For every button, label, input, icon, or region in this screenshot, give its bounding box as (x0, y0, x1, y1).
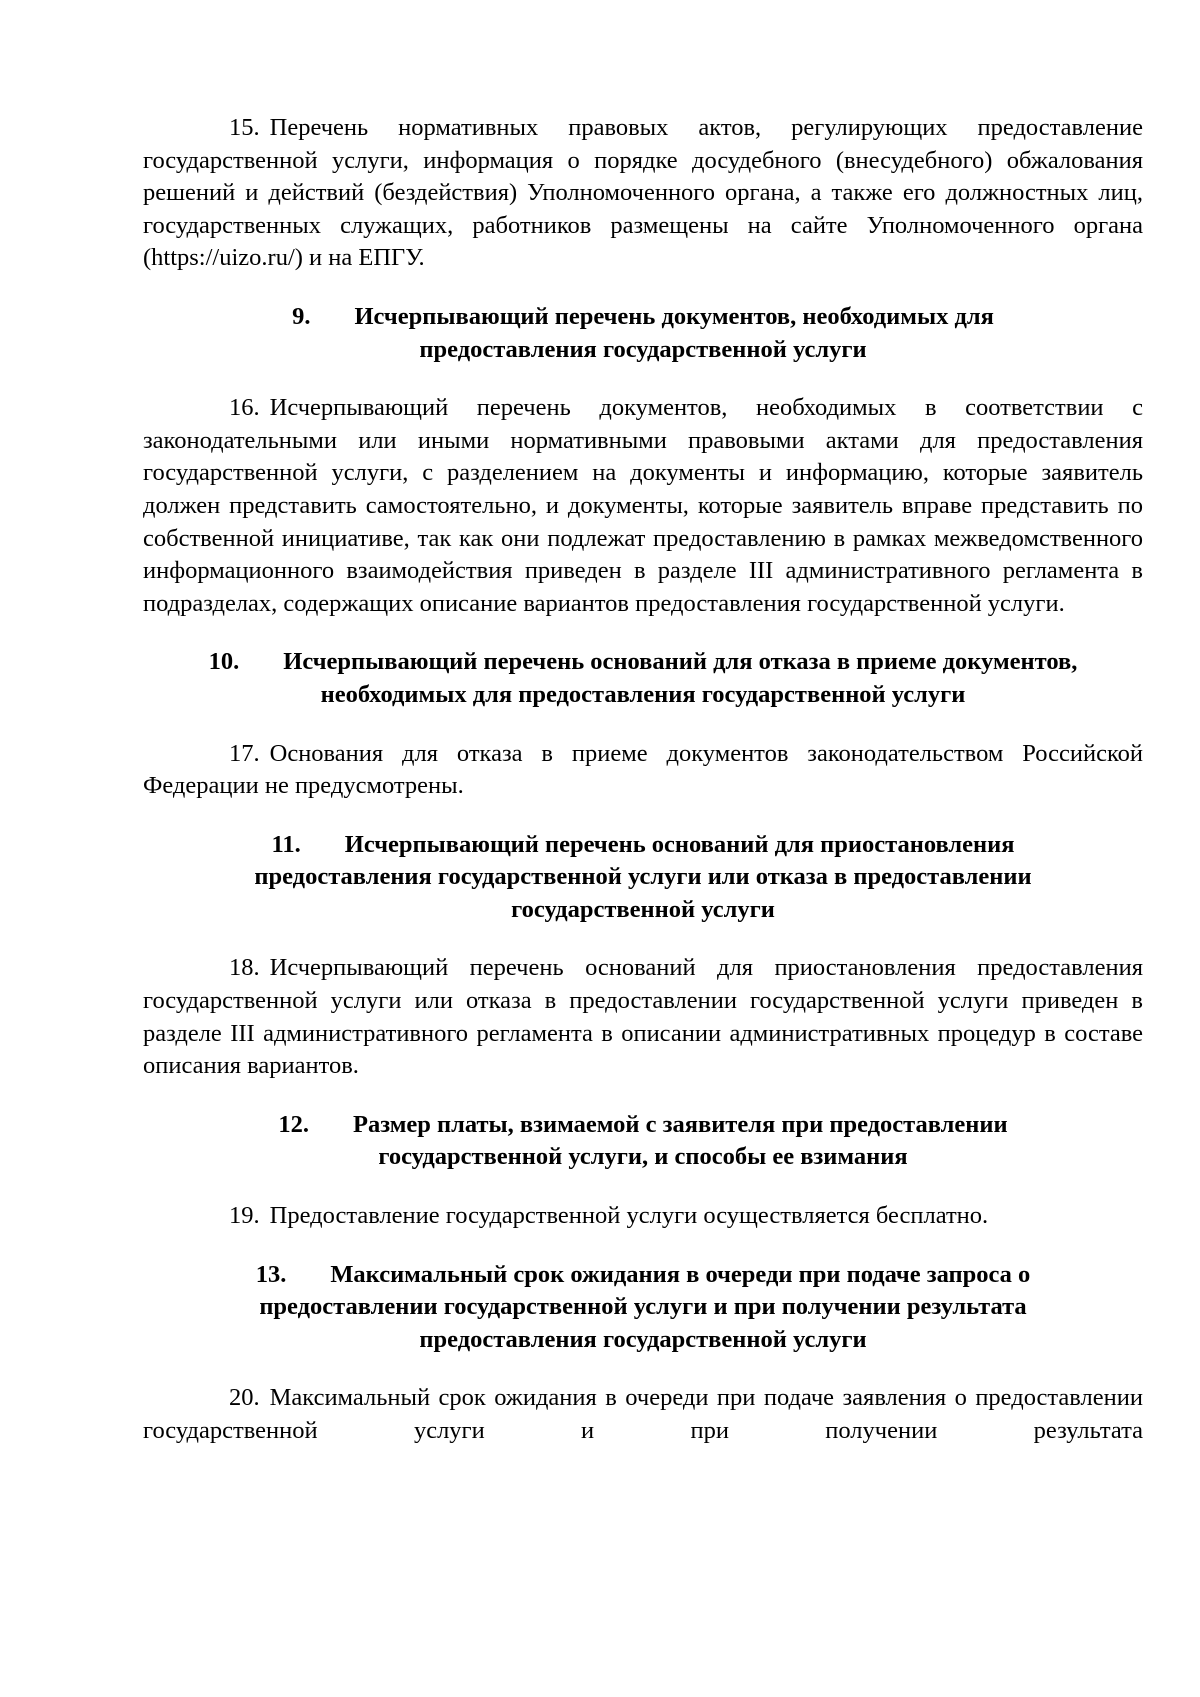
paragraph-16 (143, 392, 1143, 620)
heading-line (143, 1109, 1143, 1142)
heading-line: предоставления государственной услуги (419, 335, 867, 363)
paragraph-number: 15. (229, 114, 260, 141)
paragraph-number: 16. (229, 394, 260, 422)
heading-number: 9. (292, 302, 311, 330)
paragraph-text: Перечень нормативных правовых актов, регулирующих предоставление государственной услуги, информация о порядке досудебного (внесудебного) обжалования решений и действий (бездействия) Уполномоченного органа, а также его должностных лиц, государственных служащих, работников размещены на сайте Уполномоченного органа (https://uizo.ru/) и на ЕПГУ. (143, 114, 1143, 272)
heading-line: государственной услуги, и способы ее взимания (378, 1143, 908, 1171)
paragraph-19 (143, 1200, 1143, 1233)
paragraph-number: 20. (229, 1384, 260, 1412)
heading-line (143, 1259, 1143, 1292)
section-heading-9 (143, 301, 1143, 366)
section-heading-12 (143, 1109, 1143, 1174)
heading-text: Исчерпывающий перечень документов, необходимых для (354, 302, 994, 330)
paragraph-text: Исчерпывающий перечень оснований для приостановления предоставления государственной услуги или отказа в предоставлении государственной услуги приведен в разделе III административного регламента в описании административных процедур в составе описания вариантов. (143, 954, 1143, 1080)
paragraph-18 (143, 952, 1143, 1082)
section-heading-11 (143, 829, 1143, 927)
heading-text: Исчерпывающий перечень оснований для приостановления (344, 830, 1015, 858)
heading-number: 13. (255, 1260, 287, 1288)
paragraph-text: Основания для отказа в приеме документов законодательством Российской Федерации не предусмотрены. (143, 739, 1143, 800)
heading-text: Размер платы, взимаемой с заявителя при предоставлении (353, 1110, 1008, 1138)
heading-line: предоставления государственной услуги (419, 1325, 867, 1353)
heading-text: Максимальный срок ожидания в очереди при подаче запроса о (330, 1260, 1031, 1288)
heading-line: предоставлении государственной услуги и при получении результата (259, 1293, 1027, 1321)
heading-line: предоставления государственной услуги или отказа в предоставлении (254, 863, 1032, 891)
heading-number: 11. (271, 830, 301, 858)
heading-line: необходимых для предоставления государственной услуги (320, 680, 966, 708)
heading-line (143, 829, 1143, 862)
document-page (143, 112, 1143, 1448)
paragraph-text: Исчерпывающий перечень документов, необходимых в соответствии с законодательными или иными нормативными правовыми актами для предоставления государственной услуги, с разделением на документы и информацию, которые заявитель должен представить самостоятельно, и документы, которые заявитель вправе представить по собственной инициативе, так как они подлежат предоставлению в рамках межведомственного информационного взаимодействия приведен в разделе III административного регламента в подразделах, содержащих описание вариантов предоставления государственной услуги. (143, 394, 1143, 617)
heading-line (143, 301, 1143, 334)
paragraph-number: 18. (229, 954, 260, 982)
section-heading-13 (143, 1259, 1143, 1357)
heading-line: государственной услуги (511, 895, 775, 923)
heading-number: 10. (208, 648, 240, 676)
paragraph-15 (143, 112, 1143, 275)
heading-text: Исчерпывающий перечень оснований для отказа в приеме документов, (283, 648, 1078, 676)
paragraph-17 (143, 738, 1143, 803)
heading-line (143, 646, 1143, 679)
paragraph-number: 19. (229, 1202, 260, 1230)
paragraph-20 (143, 1382, 1143, 1447)
section-heading-10 (143, 646, 1143, 711)
paragraph-number: 17. (229, 739, 260, 767)
paragraph-text: Предоставление государственной услуги осуществляется бесплатно. (269, 1202, 989, 1230)
paragraph-text: Максимальный срок ожидания в очереди при подаче заявления о предоставлении государственной услуги и при получении результата (143, 1384, 1143, 1444)
heading-number: 12. (278, 1110, 309, 1138)
